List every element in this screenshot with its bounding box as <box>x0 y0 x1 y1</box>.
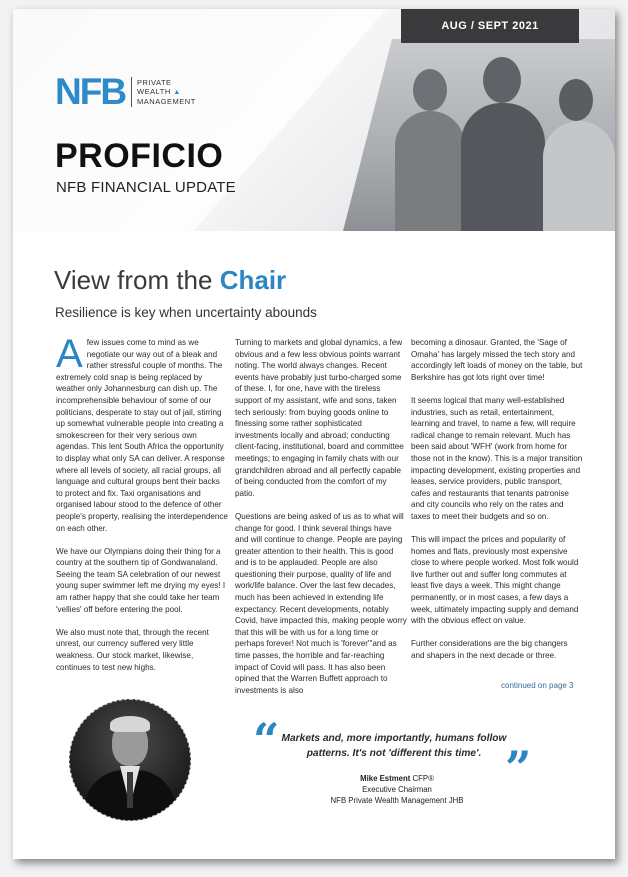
nfb-logo <box>55 73 196 110</box>
paragraph: We also must note that, through the recent unrest, our currency suffered very little weakness. Our stock market, likewise, continues to test new highs. <box>56 627 209 672</box>
logo-sub-line-1: PRIVATE <box>137 77 172 87</box>
logo-sub-line-3: MANAGEMENT <box>137 96 196 106</box>
article-title-prefix: View from the <box>54 265 220 295</box>
author-org: NFB Private Wealth Management JHB <box>330 796 464 805</box>
quote-attribution <box>313 773 481 806</box>
logo-mark-text: NFB <box>55 71 126 112</box>
issue-date-bar <box>401 9 579 43</box>
drop-cap: A <box>56 332 83 376</box>
author-portrait <box>69 699 191 821</box>
paragraph: It seems logical that many well-established industries, such as retail, entertainment, learning and travel, to name a few, will require radical change to remain relevant. Much has been said about 'WFH' (work from home for those not in the know). This is a major transition impacting development, existing properties and leases, service providers, public transport, cafes and restaurants that tenants patronise and city councils who rely on the rates and taxes to meet their budgets and so on. <box>411 395 583 521</box>
triangle-icon: ▲ <box>173 88 181 96</box>
paragraph: Further considerations are the big changers and shapers in the next decade or three. <box>411 639 568 661</box>
paragraph: becoming a dinosaur. Granted, the 'Sage of Omaha' has largely missed the tech story and accordingly left loads of money on the table, but Berkshire has got lots right over time! <box>411 338 583 382</box>
newsletter-page <box>13 9 615 859</box>
article-column-1 <box>56 332 228 685</box>
paragraph: few issues come to mind as we negotiate our way out of a bleak and rather stressful couple of months. The extremely cold snap is being replaced by weather only Johannesburg can dish up. The incomprehensible behaviour of some of our politicians, desperate to stay out of jail, stirring up somewhat vulnerable people into creating a smokescreen for their very serious own agendas. This lent South Africa the opportunity to display what only SA can deliver. A response where all levels of society, all racial groups, all language and cultural groups bent their backs to protect and fix. Taxi organisations and organised labour stood to the defence of other people's property, realising the interdependence on each other. <box>56 338 228 533</box>
article-title <box>54 265 286 296</box>
author-suffix: CFP® <box>410 774 434 783</box>
article-subtitle: Resilience is key when uncertainty abounds <box>55 305 317 320</box>
article-column-3 <box>411 337 583 673</box>
logo-subtitle <box>137 78 196 106</box>
newsletter-title: PROFICIO <box>55 137 224 175</box>
issue-date: AUG / SEPT 2021 <box>441 20 539 32</box>
paragraph: We have our Olympians doing their thing for a country at the southern tip of Gondwanaland. Seeing the team SA celebration of our newest young super swimmer left me drying my eyes! I am rather happy that she could take her team 'vellies' off before entering the pool. <box>56 546 226 614</box>
logo-sub-line-2: WEALTH <box>137 86 171 96</box>
quote-open-icon: “ <box>253 713 280 767</box>
continued-link[interactable]: continued on page 3 <box>501 681 574 690</box>
author-name: Mike Estment <box>360 774 411 783</box>
author-role: Executive Chairman <box>362 785 432 794</box>
article-column-2 <box>235 337 407 708</box>
paragraph: Turning to markets and global dynamics, a few obvious and a few less obvious points warrant noting. The world always changes. Recent events have probably just turbo-charged some of these. I, for one, have with the tireless support of my assistant, wife and sons, taken tech seriously: from buying goods online to finessing some rather sophisticated investments locally and abroad; conducting client-facing, institutional, board and committee meetings; to engaging in family chats with our grandchildren abroad and all perfectly capable of being conducted from the comfort of my patio. <box>235 338 404 498</box>
pull-quote: Markets and, more importantly, humans follow patterns. It's not 'different this time'. <box>281 733 507 759</box>
quote-close-icon: ” <box>505 741 532 795</box>
paragraph: This will impact the prices and popularity of homes and flats, previously most expensive close to where people worked. Most folk would live further out and suffer long commutes at least five days a week. This might change permanently, or in most cases, a few days a week, ultimately impacting supply and demand with the obvious effect on value. <box>411 535 579 626</box>
logo-mark <box>55 73 125 110</box>
article-title-highlight: Chair <box>219 265 287 295</box>
newsletter-subtitle: NFB FINANCIAL UPDATE <box>56 179 236 196</box>
paragraph: Questions are being asked of us as to what will change for good. I think several things have and will continue to change. People are paying greater attention to their health. This is good and is to be applauded. People are also questioning their purpose, quality of life and work/life balance. Over the last few decades, much has been achieved in extending life expectancy. Recent developments, notably Covid, have impacted this, making people worry that this will be with us for a long time or perhaps forever! Not much is 'forever'"and as time passes, the horrible and far-reaching impact of Covid will pass. It has also been opined that the Warren Buffett approach to investments is also <box>235 511 407 695</box>
logo-divider <box>131 77 132 107</box>
